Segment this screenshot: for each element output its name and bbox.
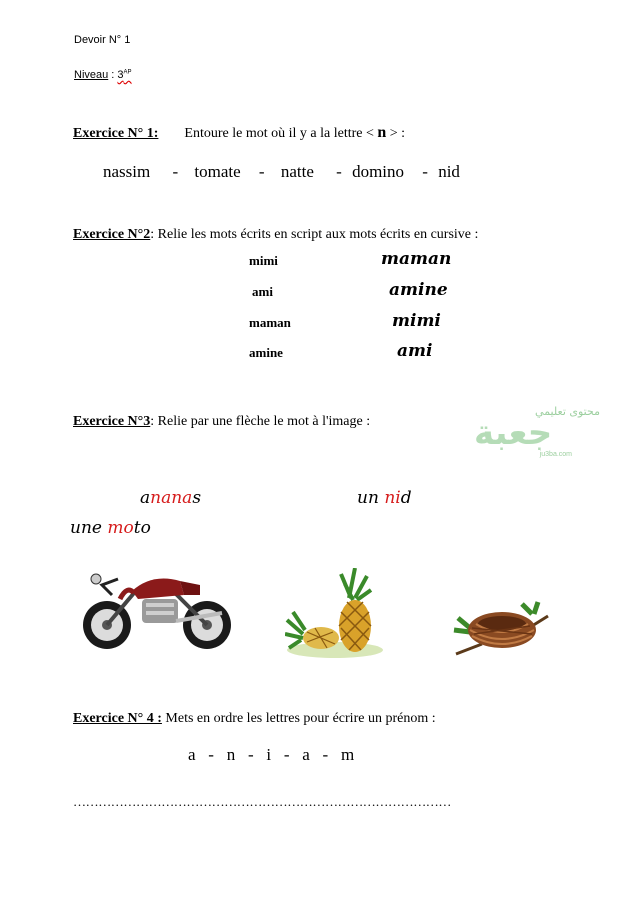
exercise-4-title: Exercice N° 4 : — [73, 711, 162, 726]
label-une-moto: une moto — [70, 518, 151, 538]
niveau-label: Niveau — [74, 69, 109, 81]
watermark-logo: ﻣﺤﺘﻮى ﺗﻌﻠﻴﻤﻲ جعبة ju3ba.com — [474, 405, 600, 458]
exercise-1-instruction: Entoure le mot où il y a la lettre < n > : — [184, 124, 406, 141]
exercise-1-header — [73, 124, 405, 142]
exercise-2-instruction: : Relie les mots écrits en script aux mots écrits en cursive : — [150, 227, 479, 242]
label-ananas: ananas — [140, 488, 202, 508]
word: natte — [280, 162, 314, 181]
document-title: Devoir N° 1 — [74, 34, 131, 46]
exercise-3-title: Exercice N°3 — [73, 414, 151, 429]
script-word-4: amine — [249, 345, 283, 360]
pineapple-image — [285, 568, 385, 660]
cursive-word-1: maman — [381, 249, 452, 269]
word: nid — [438, 162, 460, 181]
word: domino — [352, 162, 405, 181]
exercise-1-words — [103, 162, 460, 182]
exercise-1-title: Exercice N° 1: — [73, 126, 159, 141]
word: tomate — [194, 162, 241, 181]
exercise-4-header — [73, 709, 436, 727]
dash: - — [172, 162, 179, 181]
bird-nest-image — [452, 596, 552, 660]
niveau-sep: : — [108, 69, 118, 81]
answer-line[interactable]: ……………………………………………………………………………… — [73, 794, 452, 809]
cursive-word-4: ami — [397, 341, 433, 361]
cursive-word-2: amine — [389, 280, 448, 300]
dash: - — [422, 162, 428, 181]
cursive-word-3: mimi — [392, 311, 441, 331]
motorcycle-image — [72, 555, 240, 655]
exercise-2-title: Exercice N°2 — [73, 227, 151, 242]
exercise-2-header — [73, 225, 478, 243]
script-word-2: ami — [252, 284, 273, 299]
label-un-nid: un nid — [357, 488, 412, 508]
exercise-3-header — [73, 412, 370, 430]
exercise-3-instruction: : Relie par une flèche le mot à l'image : — [150, 414, 371, 429]
niveau-line — [74, 69, 132, 81]
dash: - — [336, 162, 342, 181]
scrambled-letters: a - n - i - a - m — [188, 745, 355, 764]
script-word-3: maman — [249, 315, 291, 330]
script-word-1: mimi — [249, 253, 278, 268]
word: nassim — [103, 162, 151, 181]
dash: - — [258, 162, 265, 181]
exercise-4-instruction: Mets en ordre les lettres pour écrire un prénom : — [161, 711, 436, 726]
niveau-value: $3^{AP}$ — [117, 69, 132, 81]
